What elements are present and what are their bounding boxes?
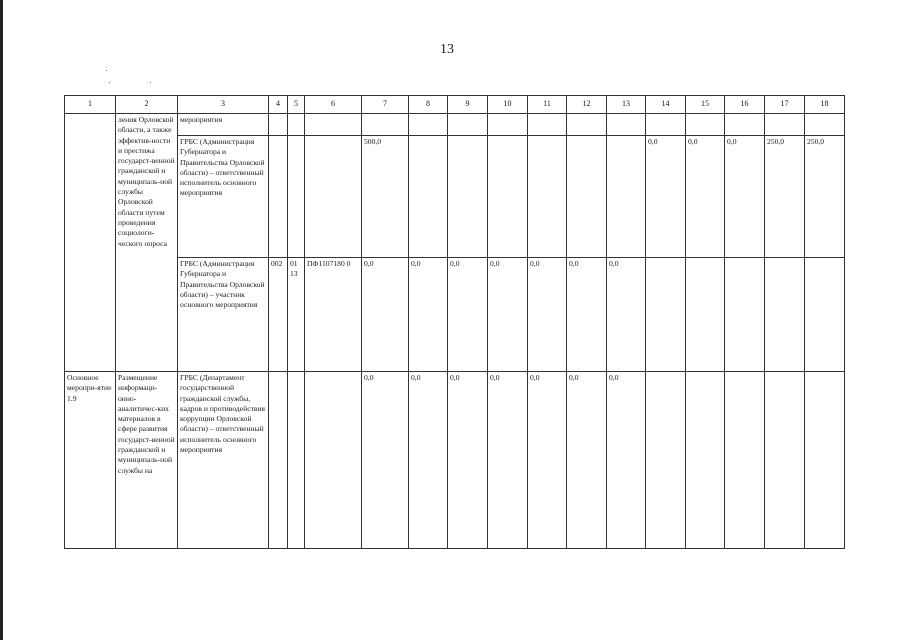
data-cell [686, 114, 725, 136]
data-cell: 500,0 [362, 136, 409, 258]
column-header: 4 [269, 96, 288, 114]
data-cell [305, 114, 362, 136]
table-row [65, 372, 845, 549]
column-header: 1 [65, 96, 116, 114]
data-cell: 0,0 [362, 258, 409, 372]
executor-cell: ГРБС (Администрация Губернатора и Правительства Орловской области) – участник основного мероприятия [178, 258, 269, 372]
data-cell: 0,0 [528, 372, 567, 549]
budget-table [64, 95, 845, 549]
data-cell [725, 372, 765, 549]
column-header: 18 [805, 96, 845, 114]
scan-speck [150, 82, 151, 83]
data-cell: 0,0 [528, 258, 567, 372]
data-cell [686, 372, 725, 549]
measure-cell: Основное меропри-ятие 1.9 [65, 372, 116, 549]
data-cell [409, 136, 448, 258]
data-cell [528, 114, 567, 136]
page-left-border [0, 0, 3, 640]
column-header: 8 [409, 96, 448, 114]
column-header: 10 [488, 96, 528, 114]
header-row [65, 96, 845, 114]
data-cell: 0,0 [488, 258, 528, 372]
column-header: 12 [567, 96, 607, 114]
data-cell: 0,0 [646, 136, 686, 258]
table-row [65, 136, 845, 258]
column-header: 14 [646, 96, 686, 114]
column-header: 7 [362, 96, 409, 114]
data-cell [686, 258, 725, 372]
executor-cell: ГРБС (Департамент государственной гражданской службы, кадров и противодействия коррупции Орловской области) – ответственный исполнитель основного мероприятия [178, 372, 269, 549]
data-cell [269, 114, 288, 136]
column-header: 2 [116, 96, 178, 114]
data-cell: 0,0 [488, 372, 528, 549]
data-cell [765, 258, 805, 372]
data-cell [607, 114, 646, 136]
description-cell: ления Орловской области, а также эффектив-ности и престижа государст-венной гражданской и муниципаль-ной службы Орловской области путем проведения социологи-ческого опроса [116, 114, 178, 372]
column-header: 15 [686, 96, 725, 114]
data-cell [448, 136, 488, 258]
data-cell [288, 372, 305, 549]
data-cell [488, 114, 528, 136]
scan-speck [109, 82, 110, 83]
data-cell: 0,0 [686, 136, 725, 258]
executor-cell: мероприятия [178, 114, 269, 136]
data-cell: 0,0 [409, 372, 448, 549]
data-cell [305, 136, 362, 258]
data-cell [305, 372, 362, 549]
data-cell [646, 372, 686, 549]
table-row [65, 114, 845, 136]
data-cell [448, 114, 488, 136]
data-cell: 250,0 [805, 136, 845, 258]
description-cell: Размещение информаци-онно-аналитичес-ких материалов в сфере развития государст-венной гражданской и муниципаль-ной службы на [116, 372, 178, 549]
data-cell: 0,0 [567, 372, 607, 549]
data-cell [288, 114, 305, 136]
data-cell [805, 372, 845, 549]
column-header: 16 [725, 96, 765, 114]
data-cell [805, 114, 845, 136]
data-cell: 002 [269, 258, 288, 372]
data-cell [765, 372, 805, 549]
column-header: 9 [448, 96, 488, 114]
data-cell [607, 136, 646, 258]
column-header: 5 [288, 96, 305, 114]
column-header: 11 [528, 96, 567, 114]
data-cell [288, 136, 305, 258]
data-cell [269, 372, 288, 549]
data-cell [725, 114, 765, 136]
data-cell: 0,0 [448, 372, 488, 549]
scan-speck [106, 70, 107, 71]
data-cell [362, 114, 409, 136]
data-cell: 0,0 [567, 258, 607, 372]
data-cell [765, 114, 805, 136]
data-cell [805, 258, 845, 372]
data-cell [646, 114, 686, 136]
page-number: 13 [440, 42, 454, 57]
measure-cell [65, 114, 116, 372]
data-cell [646, 258, 686, 372]
data-cell [488, 136, 528, 258]
data-cell [269, 136, 288, 258]
data-cell: 01 13 [288, 258, 305, 372]
data-cell: 0,0 [607, 372, 646, 549]
column-header: 6 [305, 96, 362, 114]
data-cell: 0,0 [607, 258, 646, 372]
data-cell: 0,0 [448, 258, 488, 372]
data-cell [567, 114, 607, 136]
executor-cell: ГРБС (Администрация Губернатора и Правительства Орловской области) – ответственный исполнитель основного мероприятия [178, 136, 269, 258]
data-cell [409, 114, 448, 136]
data-cell: 0,0 [362, 372, 409, 549]
data-cell: ПФ1107180 0 [305, 258, 362, 372]
column-header: 3 [178, 96, 269, 114]
data-cell [725, 258, 765, 372]
column-header: 13 [607, 96, 646, 114]
data-cell: 0,0 [409, 258, 448, 372]
data-cell: 250,0 [765, 136, 805, 258]
data-cell [567, 136, 607, 258]
data-cell [528, 136, 567, 258]
data-cell: 0,0 [725, 136, 765, 258]
table-row [65, 258, 845, 372]
column-header: 17 [765, 96, 805, 114]
